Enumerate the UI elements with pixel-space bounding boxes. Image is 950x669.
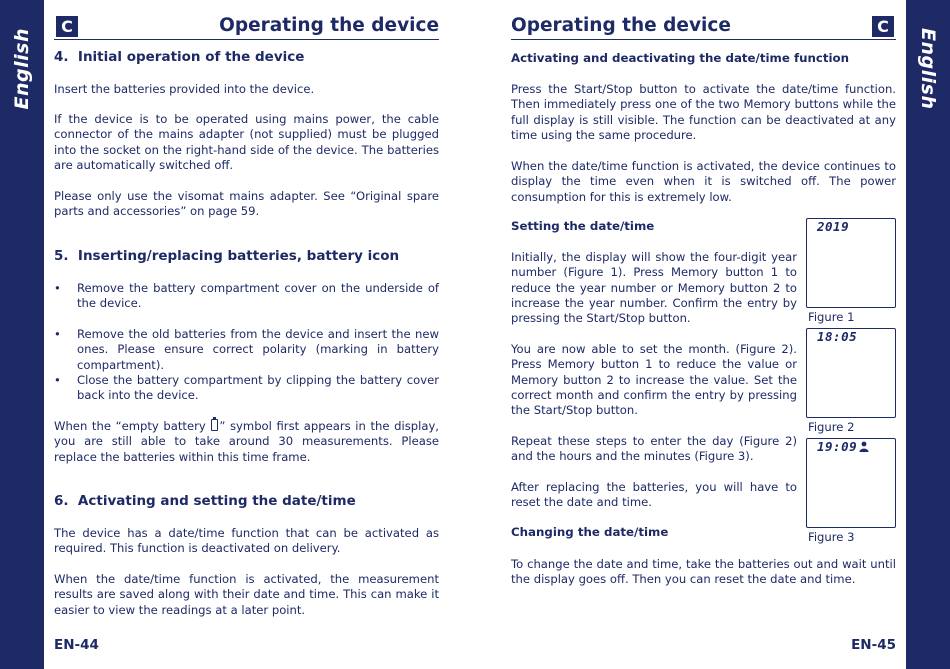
month-setting-paragraph: You are now able to set the month. (Figure 2). Press Memory button 1 to reduce the value or Memory button 2 to increase the value. Set the correct month and confirm the entry by pressing the Start/Stop button. xyxy=(511,342,797,418)
activating-paragraph: Press the Start/Stop button to activate the date/time function. Then immediately press one of the two Memory buttons while the full display is still visible. The function can be deactivated at any time using the same procedure. xyxy=(511,82,896,142)
battery-warning-text-start: When the “empty battery xyxy=(54,419,211,433)
left-chapter-badge: C xyxy=(56,16,78,37)
month-day-readout: 18:05 xyxy=(817,329,858,344)
section-6-paragraph-2: When the date/time function is activated, the measurement results are saved along with their date and time. This can make it easier to view the readings at a later point. xyxy=(54,572,439,617)
right-page-number: EN-45 xyxy=(851,637,896,653)
bullet-text: Remove the battery compartment cover on the underside of the device. xyxy=(77,281,439,311)
day-time-paragraph: Repeat these steps to enter the day (Figure 2) and the hours and the minutes (Figure 3). xyxy=(511,434,797,464)
left-language-label: English xyxy=(11,28,33,110)
figure-1-display xyxy=(806,218,896,308)
section-4-paragraph-1: Insert the batteries provided into the device. xyxy=(54,82,315,96)
left-language-tab xyxy=(0,0,44,669)
user-icon xyxy=(859,441,869,452)
time-value: 19:09 xyxy=(817,439,858,454)
section-4-paragraph-2: If the device is to be operated using mains power, the cable connector of the mains adapter (not supplied) must be plugged into the socket on the right-hand side of the device. The batteries are automatically switched off. xyxy=(54,112,439,172)
setting-subheading: Setting the date/time xyxy=(511,219,655,233)
right-chapter-badge: C xyxy=(872,16,894,37)
left-page-title: Operating the device xyxy=(219,15,439,36)
bullet-dot: • xyxy=(54,281,61,295)
battery-warning-text-end: ” symbol first appears in the display, you are still able to take around 30 measurements. Please replace the batteries within this time frame. xyxy=(54,419,439,464)
year-setting-paragraph: Initially, the display will show the four-digit year number (Figure 1). Press Memory button 1 to reduce the year number or Memory button 2 to increase the year number. Confirm the entry by pressing the Start/Stop button. xyxy=(511,250,797,326)
year-readout: 2019 xyxy=(817,219,850,234)
right-language-label: English xyxy=(917,28,939,110)
left-page-header xyxy=(54,14,439,40)
figure-1-caption: Figure 1 xyxy=(808,310,855,324)
section-4-paragraph-3: Please only use the visomat mains adapter. See “Original spare parts and accessories” on page 59. xyxy=(54,189,439,219)
section-6-paragraph-1: The device has a date/time function that can be activated as required. This function is deactivated on delivery. xyxy=(54,526,439,556)
figure-2-display xyxy=(806,328,896,418)
reset-note-paragraph: After replacing the batteries, you will have to reset the date and time. xyxy=(511,480,797,510)
figure-3-caption: Figure 3 xyxy=(808,530,855,544)
section-5-heading: 5. Inserting/replacing batteries, battery icon xyxy=(54,248,400,264)
right-page-title: Operating the device xyxy=(511,15,731,36)
left-page-number: EN-44 xyxy=(54,637,99,653)
right-language-tab xyxy=(906,0,950,669)
bullet-text: Remove the old batteries from the device and insert the new ones. Please ensure correct polarity (marking in battery compartment). xyxy=(77,327,439,372)
section-6-heading: 6. Activating and setting the date/time xyxy=(54,493,356,509)
battery-warning-paragraph xyxy=(54,419,439,465)
bullet-item-3 xyxy=(54,373,439,404)
bullet-dot: • xyxy=(54,373,61,387)
section-4-heading: 4. Initial operation of the device xyxy=(54,49,305,65)
bullet-dot: • xyxy=(54,327,61,341)
bullet-item-2 xyxy=(54,327,439,373)
activating-subheading: Activating and deactivating the date/time function xyxy=(511,51,850,65)
figure-2-caption: Figure 2 xyxy=(808,420,855,434)
right-page-header xyxy=(511,14,896,40)
changing-subheading: Changing the date/time xyxy=(511,525,669,539)
figure-3-display xyxy=(806,438,896,528)
changing-paragraph: To change the date and time, take the batteries out and wait until the display goes off. Then you can reset the date and time. xyxy=(511,557,896,587)
empty-battery-icon xyxy=(211,419,218,431)
power-consumption-paragraph: When the date/time function is activated, the device continues to display the time even when it is switched off. The power consumption for this is extremely low. xyxy=(511,159,896,204)
bullet-item-1 xyxy=(54,281,439,312)
bullet-text: Close the battery compartment by clipping the battery cover back into the device. xyxy=(77,373,439,403)
time-readout xyxy=(817,439,869,454)
